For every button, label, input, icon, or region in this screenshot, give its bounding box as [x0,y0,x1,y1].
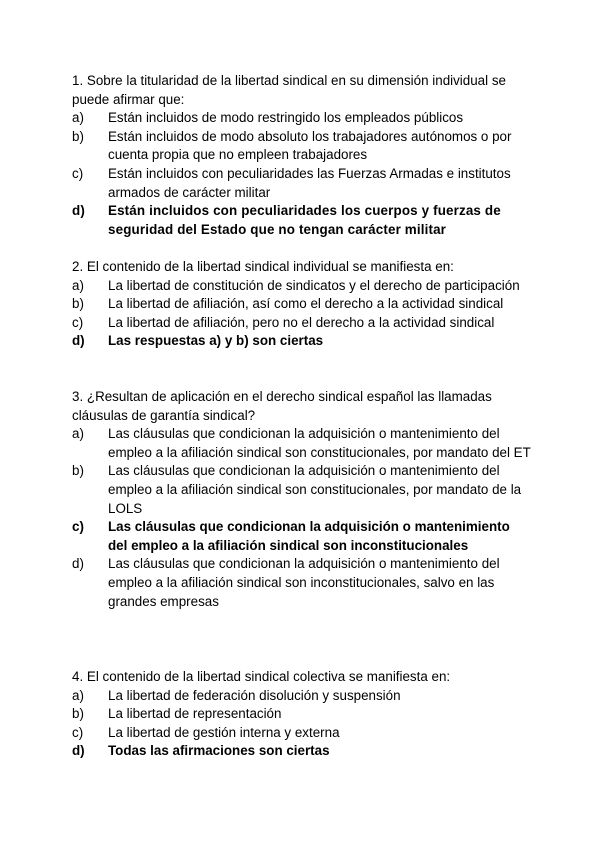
option-letter: c) [72,165,84,181]
option-text: Las respuestas a) y b) son ciertas [108,333,324,349]
question-stem: 4. El contenido de la libertad sindical colectiva se manifiesta en: [72,669,451,684]
option-text: La libertad de representación [108,706,282,722]
option-letter: d) [72,743,85,759]
option-text: La libertad de afiliación, así como el derecho a la actividad sindical [108,296,504,312]
option-text: Todas las afirmaciones son ciertas [108,743,330,759]
option-text: La libertad de gestión interna y externa [108,724,340,740]
option-letter: b) [72,706,84,722]
question-stem: 1. Sobre la titularidad de la libertad sindical en su dimensión individual se puede afirmar que: [72,73,506,107]
option-b [72,705,532,724]
option-c-correct [72,518,532,555]
option-letter: d) [72,333,85,349]
option-text: Están incluidos con peculiaridades los cuerpos y fuerzas de seguridad del Estado que no tengan carácter militar [108,203,501,237]
option-d-correct [72,202,532,239]
option-letter: d) [72,203,85,219]
option-text: Las cláusulas que condicionan la adquisición o mantenimiento del empleo a la afiliación sindical son constitucionales, por mandato del ET [108,426,531,460]
option-d-correct [72,742,532,761]
option-d-correct [72,332,532,351]
question-stem: 3. ¿Resultan de aplicación en el derecho sindical español las llamadas cláusulas de garantía sindical? [72,389,492,423]
option-letter: b) [72,463,84,479]
option-text: Las cláusulas que condicionan la adquisición o mantenimiento del empleo a la afiliación sindical son inconstitucionales [108,519,510,553]
option-text: La libertad de afiliación, pero no el derecho a la actividad sindical [108,314,495,330]
question-stem: 2. El contenido de la libertad sindical individual se manifiesta en: [72,259,454,274]
option-c [72,724,532,743]
option-a [72,277,532,296]
option-text: Están incluidos de modo restringido los empleados públicos [108,110,464,126]
question-2 [72,258,532,351]
option-text: Están incluidos de modo absoluto los trabajadores autónomos o por cuenta propia que no empleen trabajadores [108,128,512,163]
option-letter: a) [72,110,84,126]
question-4 [72,668,532,761]
question-1 [72,72,532,239]
option-letter: b) [72,128,84,144]
option-letter: d) [72,556,84,572]
option-c [72,314,532,333]
option-b [72,128,532,165]
option-letter: c) [72,519,84,535]
option-letter: c) [72,724,84,740]
option-a [72,425,532,462]
option-letter: a) [72,426,84,442]
option-text: Están incluidos con peculiaridades las Fuerzas Armadas e institutos armados de carácter militar [108,165,511,200]
option-text: Las cláusulas que condicionan la adquisición o mantenimiento del empleo a la afiliación sindical son constitucionales, por mandato de la LOLS [108,463,522,516]
option-c [72,165,532,202]
option-letter: a) [72,687,84,703]
option-text: Las cláusulas que condicionan la adquisición o mantenimiento del empleo a la afiliación sindical son inconstitucionales, salvo en las grandes empresas [108,556,500,609]
option-a [72,687,532,706]
option-a [72,109,532,128]
option-text: La libertad de constitución de sindicatos y el derecho de participación [108,277,520,293]
option-letter: b) [72,296,84,312]
option-b [72,462,532,518]
question-3 [72,388,532,611]
option-d [72,555,532,611]
option-letter: a) [72,277,84,293]
option-letter: c) [72,314,84,330]
option-b [72,295,532,314]
option-text: La libertad de federación disolución y suspensión [108,687,401,703]
